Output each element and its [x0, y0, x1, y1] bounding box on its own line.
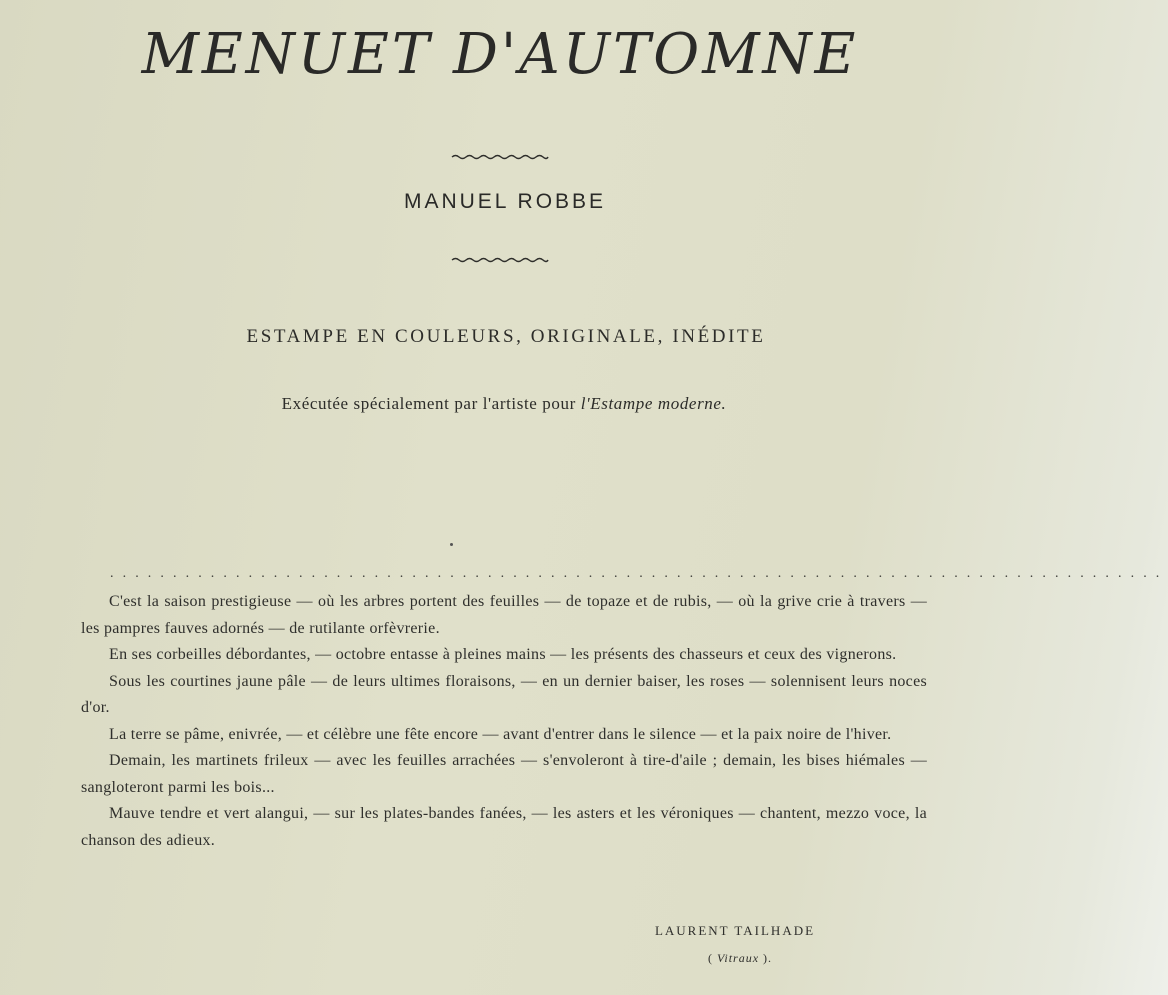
poem-text [81, 589, 927, 854]
poem-paragraph: En ses corbeilles débordantes, — octobre entasse à pleines mains — les présents des chasseurs et ceux des vignerons. [109, 646, 897, 663]
source-paren-close: ). [759, 951, 773, 965]
wavy-ornament-divider [0, 251, 1000, 261]
dotted-separator: .................................................................................... [110, 566, 1168, 581]
print-description: ESTAMPE EN COULEURS, ORIGINALE, INÉDITE [246, 326, 766, 347]
decorative-dot [450, 543, 453, 546]
author-name: MANUEL ROBBE [403, 190, 607, 213]
poem-paragraph: C'est la saison prestigieuse — où les arbres portent des feuilles — de topaze et de rubis, — où la grive crie à travers — les pampres fauves adornés — de rutilante orfèvrerie. [81, 593, 927, 637]
poem-paragraph: Sous les courtines jaune pâle — de leurs ultimes floraisons, — en un dernier baiser, les roses — solennisent leurs noces d'or. [81, 672, 927, 716]
poem-paragraph: Mauve tendre et vert alangui, — sur les plates-bandes fanées, — les asters et les véroniques — chantent, mezzo voce, la chanson des adieux. [81, 805, 927, 849]
publication-name: l'Estampe moderne. [580, 394, 727, 413]
poem-paragraph: La terre se pâme, enivrée, — et célèbre une fête encore — avant d'entrer dans le silence — et la paix noire de l'hiver. [109, 725, 892, 743]
source-citation [570, 951, 910, 966]
poem-paragraph: Demain, les martinets frileux — avec les feuilles arrachées — s'envoleront à tire-d'aile ; demain, les bises hiémales — sangloteront parmi les bois... [81, 752, 927, 796]
execution-note [0, 394, 1008, 414]
signature: LAURENT TAILHADE [654, 923, 816, 938]
wavy-ornament-divider [0, 148, 1000, 158]
source-paren-open: ( [707, 951, 717, 965]
page-title: MENUET D'AUTOMNE [141, 22, 859, 87]
execution-note-text: Exécutée spécialement par l'artiste pour [281, 394, 581, 413]
source-work: Vitraux [716, 951, 760, 965]
